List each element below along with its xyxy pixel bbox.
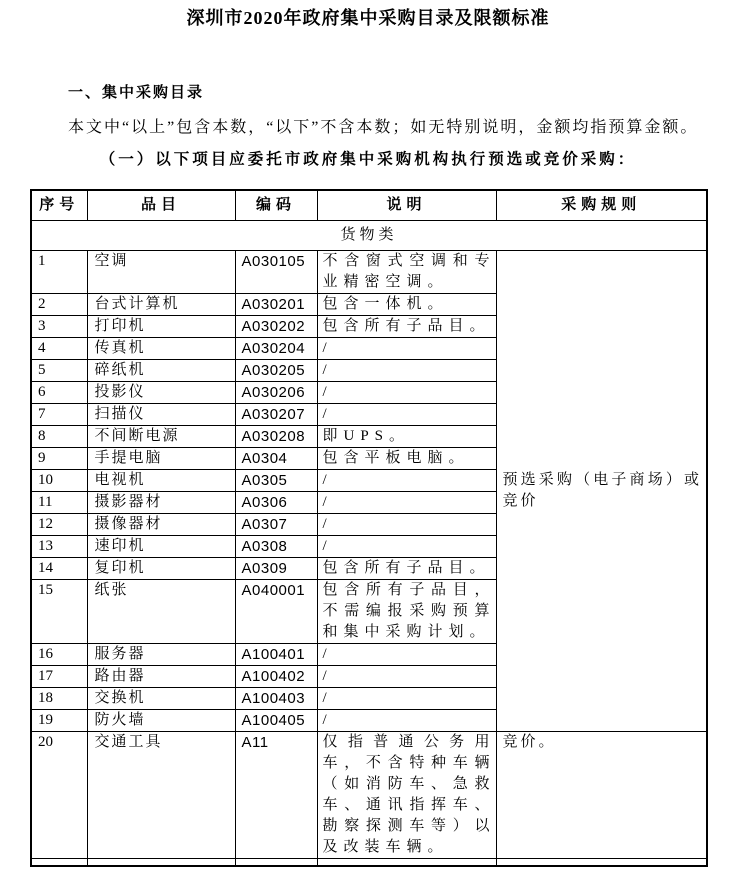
row-number-cell: 16 [31, 644, 87, 666]
item-desc-cell: 包含所有子品目。 [317, 558, 496, 580]
item-desc-cell: / [317, 666, 496, 688]
row-number-cell: 11 [31, 492, 87, 514]
table-header-row [31, 190, 707, 221]
row-number-cell: 6 [31, 382, 87, 404]
item-name-cell: 交通工具 [87, 732, 235, 859]
item-name-cell: 手提电脑 [87, 448, 235, 470]
item-desc-cell: / [317, 710, 496, 732]
row-number-cell: 19 [31, 710, 87, 732]
item-name-cell: 服务器 [87, 644, 235, 666]
row-number-cell: 3 [31, 316, 87, 338]
item-code-cell: A030206 [235, 382, 317, 404]
row-number-cell: 17 [31, 666, 87, 688]
empty-cell [31, 859, 87, 867]
item-name-cell: 速印机 [87, 536, 235, 558]
empty-cell [317, 859, 496, 867]
item-desc-cell: / [317, 492, 496, 514]
item-desc-cell: / [317, 404, 496, 426]
item-name-cell: 摄像器材 [87, 514, 235, 536]
item-desc-cell: / [317, 382, 496, 404]
item-code-cell: A030205 [235, 360, 317, 382]
item-code-cell: A0309 [235, 558, 317, 580]
item-name-cell: 复印机 [87, 558, 235, 580]
column-header: 品目 [87, 190, 235, 221]
item-desc-cell: / [317, 360, 496, 382]
row-number-cell: 15 [31, 580, 87, 644]
row-number-cell: 12 [31, 514, 87, 536]
document [0, 6, 736, 867]
category-cell: 货物类 [31, 221, 707, 251]
row-number-cell: 14 [31, 558, 87, 580]
item-code-cell: A0304 [235, 448, 317, 470]
table-row [31, 251, 707, 294]
item-desc-cell: 包含所有子品目，不需编报采购预算和集中采购计划。 [317, 580, 496, 644]
item-name-cell: 传真机 [87, 338, 235, 360]
item-code-cell: A030207 [235, 404, 317, 426]
item-code-cell: A030105 [235, 251, 317, 294]
item-desc-cell: / [317, 514, 496, 536]
item-name-cell: 空调 [87, 251, 235, 294]
item-code-cell: A030201 [235, 294, 317, 316]
intro-paragraph: 本文中“以上”包含本数，“以下”不含本数；如无特别说明，金额均指预算金额。 [68, 119, 699, 136]
empty-cell [235, 859, 317, 867]
table-row-partial [31, 859, 707, 867]
item-desc-cell: 仅指普通公务用车，不含特种车辆（如消防车、急救车、通讯指挥车、勘察探测车等）以及改装车辆。 [317, 732, 496, 859]
column-header: 编码 [235, 190, 317, 221]
item-code-cell: A040001 [235, 580, 317, 644]
column-header: 采购规则 [496, 190, 707, 221]
column-header: 说明 [317, 190, 496, 221]
item-code-cell: A0305 [235, 470, 317, 492]
item-code-cell: A100405 [235, 710, 317, 732]
page [0, 6, 736, 887]
item-name-cell: 电视机 [87, 470, 235, 492]
row-number-cell: 1 [31, 251, 87, 294]
item-desc-cell: 不含窗式空调和专业精密空调。 [317, 251, 496, 294]
row-number-cell: 2 [31, 294, 87, 316]
item-desc-cell: / [317, 644, 496, 666]
item-name-cell: 打印机 [87, 316, 235, 338]
row-number-cell: 4 [31, 338, 87, 360]
row-number-cell: 7 [31, 404, 87, 426]
item-code-cell: A030202 [235, 316, 317, 338]
item-name-cell: 投影仪 [87, 382, 235, 404]
item-desc-cell: / [317, 470, 496, 492]
item-name-cell: 交换机 [87, 688, 235, 710]
row-number-cell: 20 [31, 732, 87, 859]
section-heading: 一、集中采购目录 [68, 85, 205, 101]
row-number-cell: 5 [31, 360, 87, 382]
item-desc-cell: 即UPS。 [317, 426, 496, 448]
item-name-cell: 摄影器材 [87, 492, 235, 514]
item-desc-cell: 包含所有子品目。 [317, 316, 496, 338]
item-code-cell: A0308 [235, 536, 317, 558]
item-code-cell: A030208 [235, 426, 317, 448]
row-number-cell: 18 [31, 688, 87, 710]
item-name-cell: 碎纸机 [87, 360, 235, 382]
item-name-cell: 不间断电源 [87, 426, 235, 448]
row-number-cell: 13 [31, 536, 87, 558]
table-row [31, 732, 707, 859]
item-name-cell: 路由器 [87, 666, 235, 688]
item-code-cell: A100401 [235, 644, 317, 666]
item-name-cell: 扫描仪 [87, 404, 235, 426]
item-desc-cell: / [317, 338, 496, 360]
item-code-cell: A030204 [235, 338, 317, 360]
item-code-cell: A0306 [235, 492, 317, 514]
page-title: 深圳市2020年政府集中采购目录及限额标准 [186, 8, 550, 28]
item-desc-cell: 包含一体机。 [317, 294, 496, 316]
item-code-cell: A0307 [235, 514, 317, 536]
item-code-cell: A100402 [235, 666, 317, 688]
item-code-cell: A100403 [235, 688, 317, 710]
column-header: 序号 [31, 190, 87, 221]
item-desc-cell: 包含平板电脑。 [317, 448, 496, 470]
subsection-heading: （一）以下项目应委托市政府集中采购机构执行预选或竞价采购： [99, 151, 637, 168]
item-desc-cell: / [317, 688, 496, 710]
item-code-cell: A11 [235, 732, 317, 859]
procurement-rule-cell: 竞价。 [496, 732, 707, 859]
procurement-table [30, 189, 708, 867]
row-number-cell: 10 [31, 470, 87, 492]
row-number-cell: 9 [31, 448, 87, 470]
item-name-cell: 防火墙 [87, 710, 235, 732]
category-row [31, 221, 707, 251]
item-desc-cell: / [317, 536, 496, 558]
procurement-rule-cell: 预选采购（电子商场）或竞价 [496, 251, 707, 732]
empty-cell [87, 859, 235, 867]
item-name-cell: 纸张 [87, 580, 235, 644]
item-name-cell: 台式计算机 [87, 294, 235, 316]
row-number-cell: 8 [31, 426, 87, 448]
empty-cell [496, 859, 707, 867]
